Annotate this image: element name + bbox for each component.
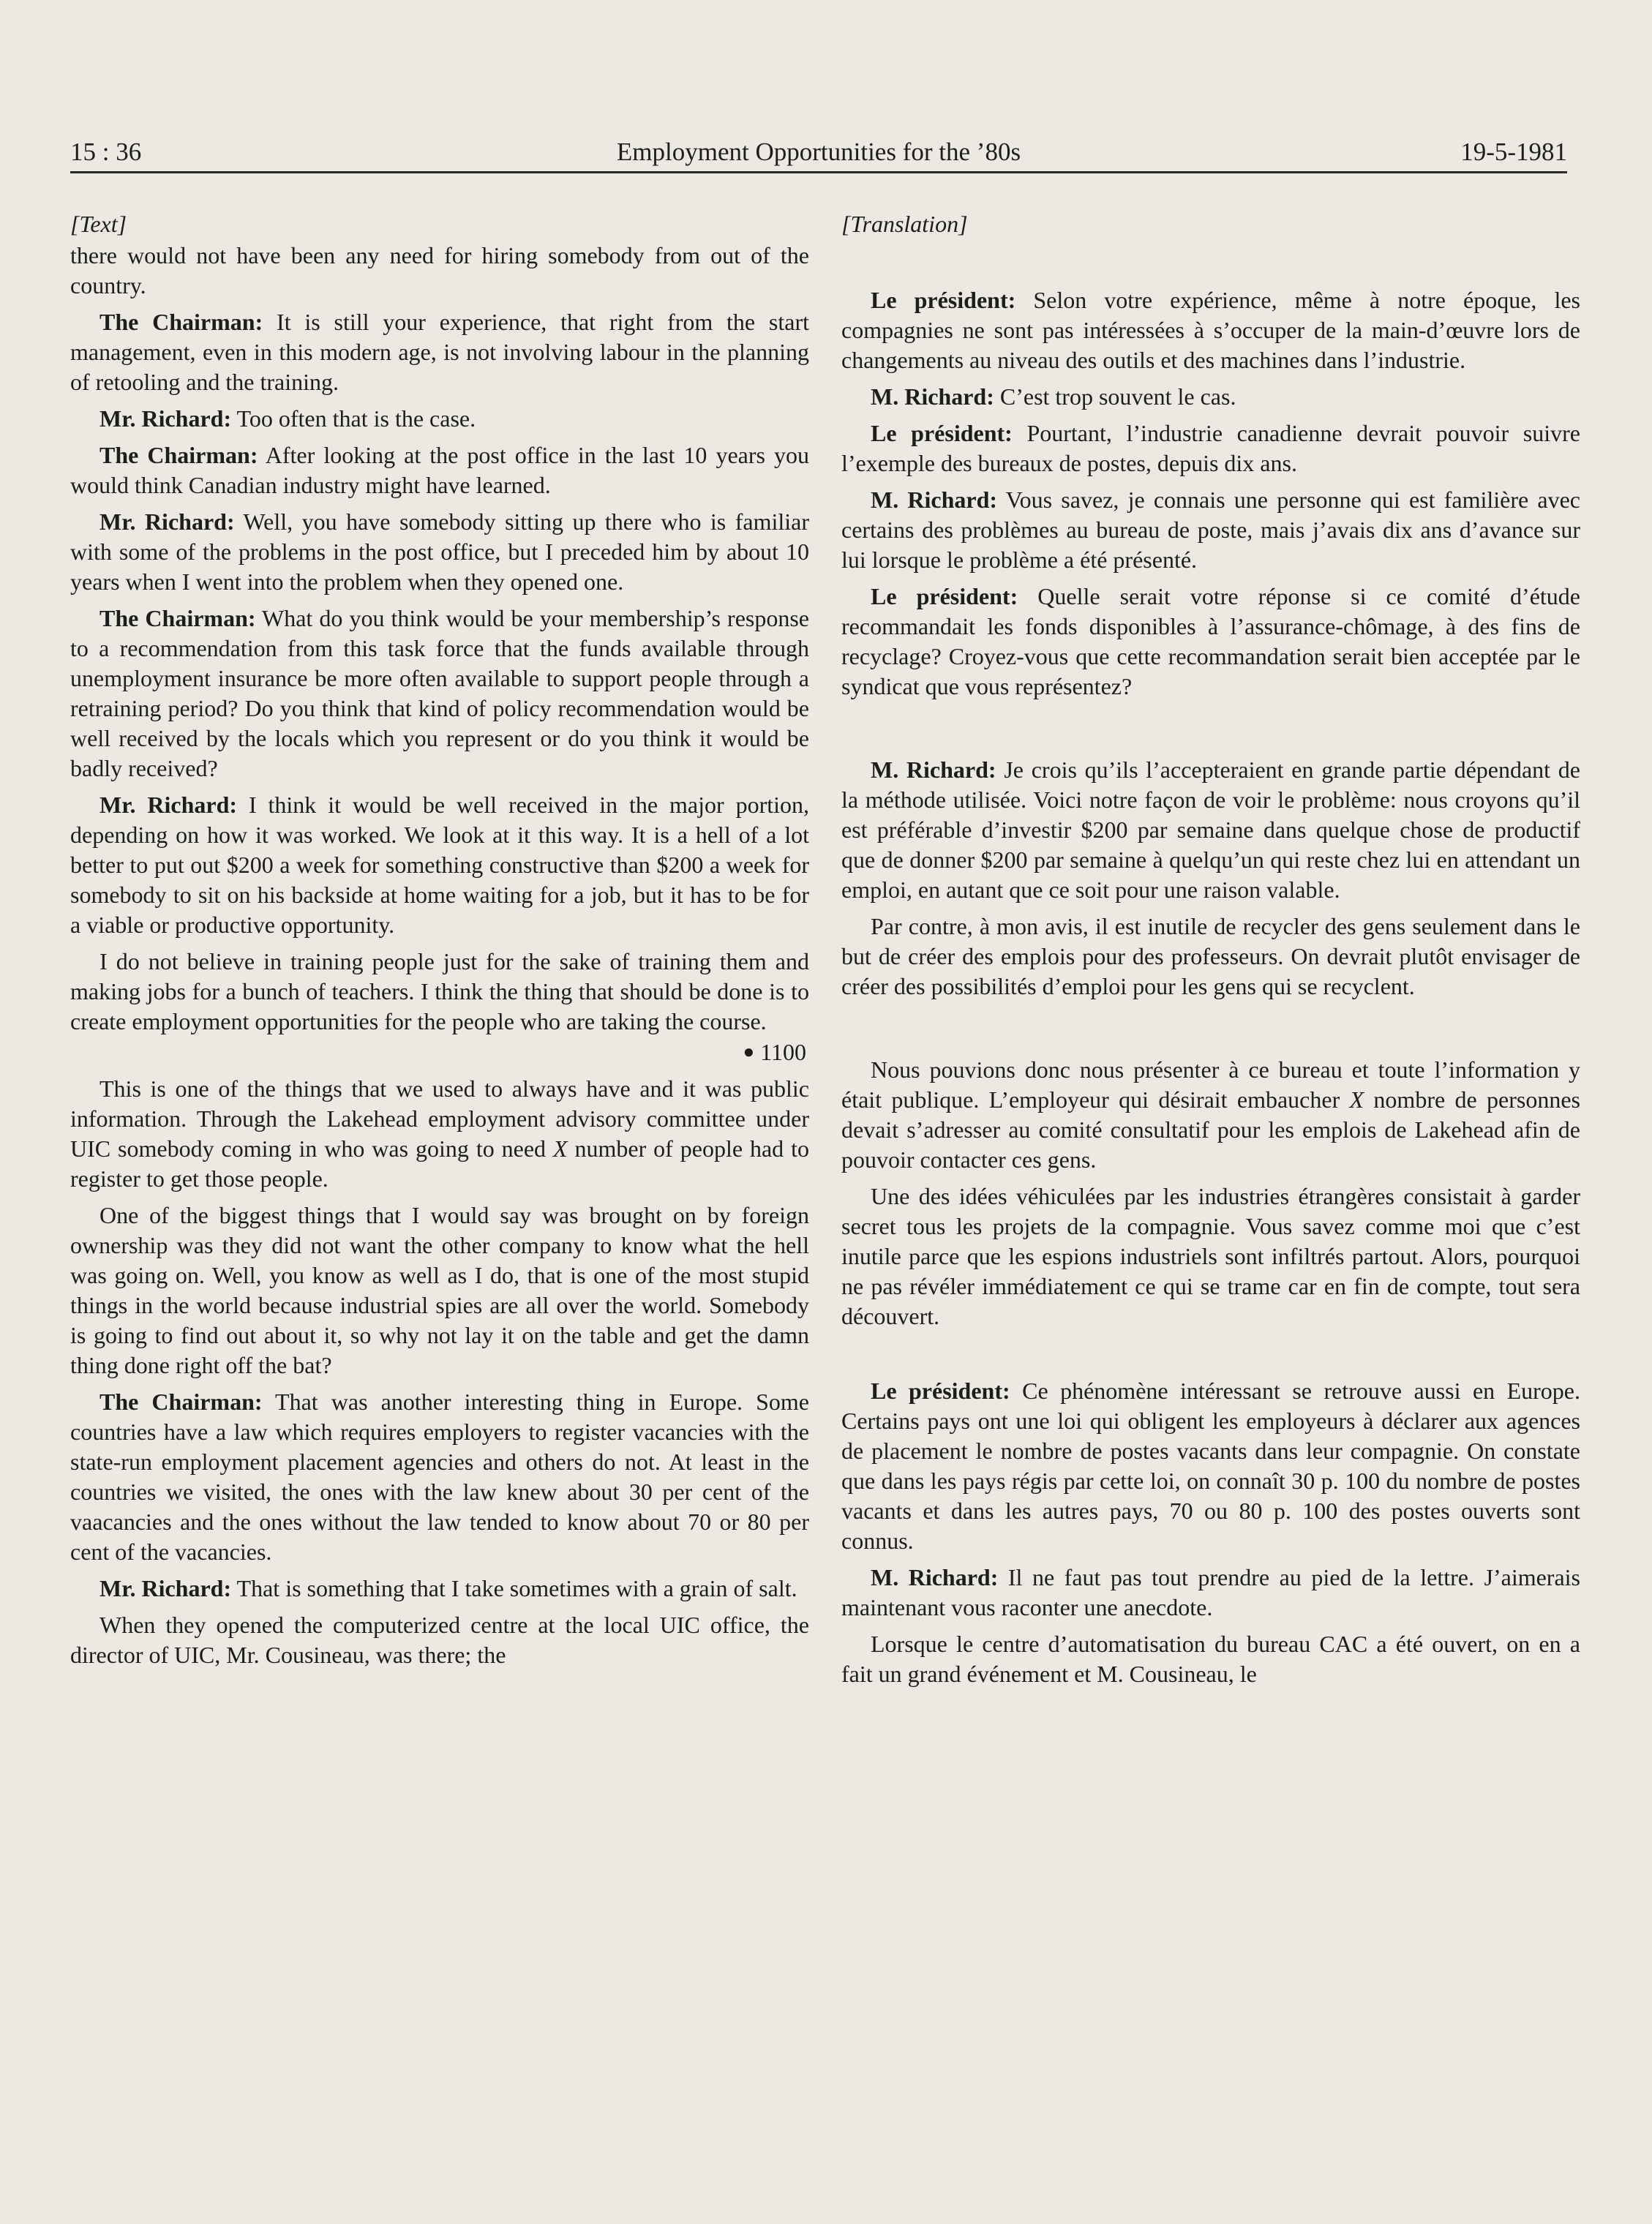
speech-text: Selon votre expérience, même à notre époque, les compagnies ne sont pas intéressées à s’occuper de la main-d’œuvre lors de changements au niveau des outils et des machines dans l’industrie. [841,287,1581,373]
variable-x: X [553,1135,568,1162]
speaker-name: The Chairman: [100,309,263,335]
speech-text: Vous savez, je connais une personne qui est familière avec certains des problèmes au bureau de poste, mais j’avais dix ans d’avance sur lui lorsque le problème a été présenté. [841,487,1581,573]
speaker-name: M. Richard: [871,383,994,410]
page-number: 15 : 36 [70,138,142,166]
speech-text: Well, you have somebody sitting up there who is familiar with some of the problems in the post office, but I preceded him by about 10 years when I went into the problem when they opened one. [70,508,810,595]
speech-text: Il ne faut pas tout prendre au pied de la lettre. J’aimerais maintenant vous raconter une anecdote. [841,1564,1581,1620]
speaker-name: The Chairman: [100,605,256,631]
french-column [841,209,1580,1689]
speech-text: That was another interesting thing in Europe. Some countries have a law which requires employers to register vacancies with the state-run employment placement agencies and others do not. At least in the countries we visited, the ones with the law knew about 30 per cent of the vaacancies and the ones without the law tended to know about 70 or 80 per cent of the vacancies. [70,1389,810,1565]
spacer [841,241,1580,279]
speech-text: After looking at the post office in the last 10 years you would think Canadian industry might have learned. [70,442,810,498]
speech-text: This is one of the things that we used to always have and it was public information. Through the Lakehead employment advisory committee under UIC somebody coming in who was going to need [70,1075,809,1162]
speaker-name: Mr. Richard: [100,405,232,432]
speaker-name: M. Richard: [871,487,998,513]
speaker-name: Le président: [871,287,1016,313]
speaker-name: The Chairman: [100,442,258,468]
spacer [841,702,1580,748]
speaker-name: Le président: [871,420,1013,446]
speaker-name: The Chairman: [100,1389,263,1415]
speech-text: What do you think would be your membership’s response to a recommendation from this task force that the funds available through unemployment insurance be more often available to support people through a retraining period? Do you think that kind of policy recommendation would be well received by the locals which you represent or do you think it would be badly received? [70,605,810,781]
speaker-name: Le président: [871,1378,1010,1404]
page-title: Employment Opportunities for the ’80s [616,138,1021,166]
speech-text: It is still your experience, that right from the start management, even in this modern age, is not involving labour in the planning of retooling and the training. [70,309,810,395]
paragraph [841,418,1580,478]
speech-text: Pourtant, l’industrie canadienne devrait pouvoir suivre l’exemple des bureaux de postes, depuis dix ans. [841,420,1581,476]
speech-text: Je crois qu’ils l’accepteraient en grande partie dépendant de la méthode utilisée. Voici notre façon de voir le problème: nous croyons qu’il est préférable d’investir $200 par semaine dans quelque chose de productif que de donner $200 par semaine à quelqu’un qui reste chez lui en attendant un emploi, en autant que ce soit pour une raison valable. [841,756,1581,903]
speech-text: That is something that I take sometimes with a grain of salt. [231,1575,797,1601]
running-head [70,135,1567,173]
speech-text: number of people had to register to get those people. [70,1135,810,1192]
bullet-icon: ● [743,1041,755,1062]
paragraph [841,485,1580,575]
paragraph: One of the biggest things that I would say was brought on by foreign ownership was they did not want the other company to know what the hell was going on. Well, you know as well as I do, that is one of the most stupid things in the world because industrial spies are all over the world. Somebody is going to find out about it, so why not lay it on the table and get the damn thing done right off the bat? [70,1202,809,1378]
paragraph [70,440,809,500]
header-date: 19-5-1981 [1460,138,1567,166]
english-column [70,209,809,1670]
paragraph: there would not have been any need for hiring somebody from out of the country. [70,242,809,298]
paragraph [70,1387,809,1567]
paragraph [70,604,809,784]
speaker-name: Le président: [871,583,1018,609]
speech-text: I think it would be well received in the major portion, depending on how it was worked. We look at it this way. It is a hell of a lot better to put out $200 a week for something constructive than $200 a week for somebody to sit on his backside at home waiting for a job, but it has to be for a viable or productive opportunity. [70,792,810,938]
speech-text: Too often that is the case. [231,405,476,432]
paragraph [841,285,1580,375]
speech-text: Nous pouvions donc nous présenter à ce bureau et toute l’information y était publique. L’employeur qui désirait embaucher [841,1056,1580,1113]
paragraph: Par contre, à mon avis, il est inutile de recycler des gens seulement dans le but de créer des emplois pour des professeurs. On devrait plutôt envisager de créer des possibilités d’emploi pour les gens qui se recyclent. [841,913,1580,999]
speaker-name: Mr. Richard: [100,508,235,535]
paragraph [841,1563,1580,1623]
paragraph [70,307,809,397]
speaker-name: M. Richard: [871,1564,999,1590]
section-tag-translation: [Translation] [841,211,968,237]
variable-x: X [1349,1086,1364,1113]
speech-text: nombre de personnes devait s’adresser au comité consultatif pour les emplois de Lakehead afin de pouvoir contacter ces gens. [841,1086,1581,1173]
paragraph [70,404,809,434]
speech-text: Quelle serait votre réponse si ce comité d’étude recommandait les fonds disponibles à l’assurance-chômage, à des fins de recyclage? Croyez-vous que cette recommandation serait bien acceptée par le syndicat que vous représentez? [841,583,1581,699]
spacer [841,1002,1580,1048]
section-tag-label: Translation [850,211,959,237]
speech-text: Ce phénomène intéressant se retrouve aussi en Europe. Certains pays ont une loi qui obligent les employeurs à déclarer aux agences de placement le nombre de postes vacants dans leur compagnie. On constate que dans les pays régis par cette loi, on connaît 30 p. 100 du nombre de postes vacants et dans les autres pays, 70 ou 80 p. 100 des postes ouverts sont connus. [841,1378,1581,1554]
spacer [841,1331,1580,1370]
section-tag-label: Text [79,211,118,237]
paragraph: Une des idées véhiculées par les industries étrangères consistait à garder secret tous les projets de la compagnie. Vous savez comme moi que c’est inutile parce que les espions industriels sont infiltrés partout. Alors, pourquoi ne pas révéler immédiatement ce qui se trame car en fin de compte, tout sera découvert. [841,1183,1580,1329]
speaker-name: Mr. Richard: [100,792,238,818]
paragraph [841,1055,1580,1175]
paragraph: When they opened the computerized centre at the local UIC office, the director of UIC, Mr. Cousineau, was there; the [70,1612,809,1668]
paragraph [841,582,1580,702]
time-marker [70,1037,809,1067]
paragraph [70,507,809,597]
paragraph [841,755,1580,905]
paragraph [70,1074,809,1194]
section-tag-text: [Text] [70,211,127,237]
paragraph: Lorsque le centre d’automatisation du bureau CAC a été ouvert, on en a fait un grand événement et M. Cousineau, le [841,1631,1580,1687]
speaker-name: M. Richard: [871,756,996,783]
speaker-name: Mr. Richard: [100,1575,232,1601]
time-marker-value: 1100 [760,1039,806,1065]
speech-text: C’est trop souvent le cas. [994,383,1236,410]
paragraph: I do not believe in training people just for the sake of training them and making jobs for a bunch of teachers. I think the thing that should be done is to create employment opportunities for the people who are taking the course. [70,948,809,1034]
paragraph [841,1376,1580,1556]
paragraph [70,1574,809,1604]
paragraph [841,382,1580,412]
paragraph [70,790,809,940]
